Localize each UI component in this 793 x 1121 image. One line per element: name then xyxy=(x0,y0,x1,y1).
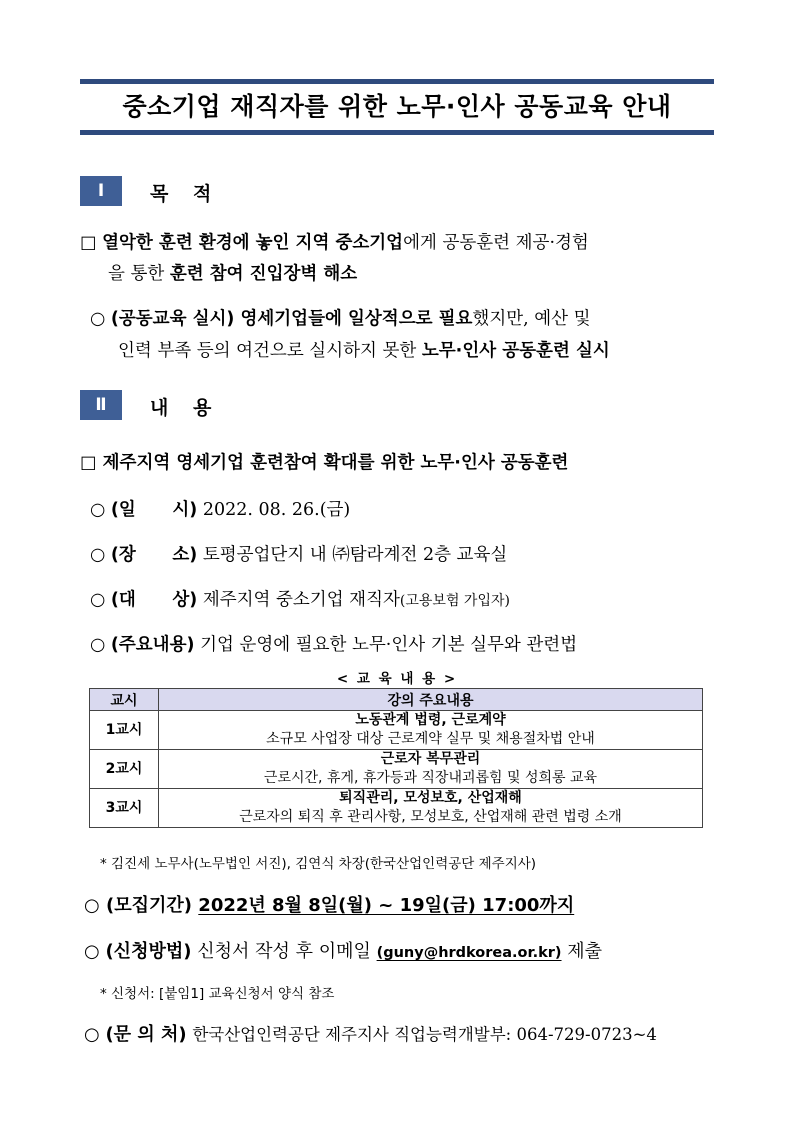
apply-note: * 신청서: [붙임1] 교육신청서 양식 참조 xyxy=(100,986,335,1002)
section2-heading xyxy=(80,449,568,474)
section1-para1 xyxy=(80,226,720,260)
instructor-note: * 김진세 노무사(노무법인 서진), 김연식 차장(한국산업인력공단 제주지사) xyxy=(100,856,537,872)
para1-text1: 에게 공동훈련 제공·경험 xyxy=(403,233,589,253)
contact xyxy=(84,1020,657,1046)
table-header-period: 교시 xyxy=(90,689,159,711)
item-target-note: (고용보험 가입자) xyxy=(399,593,510,609)
item-target-value: 제주지역 중소기업 재직자 xyxy=(202,590,400,610)
item-target xyxy=(90,586,510,611)
apply-text2: 제출 xyxy=(567,941,603,962)
circle-marker: ○ xyxy=(84,895,100,916)
section1-title: 목 적 xyxy=(150,183,221,205)
table-row xyxy=(90,750,703,789)
circle-marker: ○ xyxy=(90,590,106,610)
row-period: 2교시 xyxy=(90,750,159,789)
item-place-value: 토평공업단지 내 ㈜탐라계전 2층 교육실 xyxy=(202,545,508,565)
row-desc: 근로자의 퇴직 후 관리사항, 모성보호, 산업재해 관련 법령 소개 xyxy=(239,809,622,825)
apply-email-link[interactable]: (guny@hrdkorea.or.kr) xyxy=(376,945,562,961)
apply-text: 신청서 작성 후 이메일 xyxy=(197,941,371,962)
para2-bold2: 노무·인사 공동훈련 실시 xyxy=(421,341,610,361)
contact-label: (문 의 처) xyxy=(105,1024,187,1045)
table-caption: < 교 육 내 용 > xyxy=(336,671,458,687)
item-date-value: 2022. 08. 26.(금) xyxy=(202,500,351,520)
circle-marker: ○ xyxy=(84,1024,100,1045)
education-table xyxy=(89,688,703,828)
para2-text2: 인력 부족 등의 여건으로 실시하지 못한 xyxy=(118,341,417,361)
section2-heading-text: 제주지역 영세기업 훈련참여 확대를 위한 노무·인사 공동훈련 xyxy=(102,453,569,473)
item-place xyxy=(90,541,507,566)
title-rule-top xyxy=(80,79,714,84)
table-header-row xyxy=(90,689,703,711)
row-desc: 소규모 사업장 대상 근로계약 실무 및 채용절차법 안내 xyxy=(266,731,595,747)
square-marker: □ xyxy=(80,453,97,473)
circle-marker: ○ xyxy=(84,941,100,962)
section1-para2 xyxy=(90,302,720,336)
row-period: 3교시 xyxy=(90,789,159,828)
row-period: 1교시 xyxy=(90,711,159,750)
square-marker: □ xyxy=(80,233,97,253)
item-content-value: 기업 운영에 필요한 노무·인사 기본 실무와 관련법 xyxy=(200,635,578,655)
item-content-label: (주요내용) xyxy=(110,635,195,655)
recruit-value: 2022년 8월 8일(월) ~ 19일(금) 17:00까지 xyxy=(198,895,575,916)
para2-bold1: (공동교육 실시) 영세기업들에 일상적으로 필요 xyxy=(110,309,473,329)
row-title: 노동관계 법령, 근로계약 xyxy=(355,712,506,728)
item-content xyxy=(90,631,577,656)
contact-value: 한국산업인력공단 제주지사 직업능력개발부: 064-729-0723~4 xyxy=(192,1025,657,1044)
item-date xyxy=(90,496,350,521)
page-title: 중소기업 재직자를 위한 노무·인사 공동교육 안내 xyxy=(122,92,672,121)
para1-text2: 을 통한 xyxy=(108,264,165,284)
para2-text1: 했지만, 예산 및 xyxy=(472,309,591,329)
apply-label: (신청방법) xyxy=(105,941,192,962)
table-header-content: 강의 주요내용 xyxy=(159,689,703,711)
title-rule-bottom xyxy=(80,130,714,135)
row-title: 퇴직관리, 모성보호, 산업재해 xyxy=(339,790,522,806)
row-content xyxy=(159,711,703,750)
circle-marker: ○ xyxy=(90,500,106,520)
row-content xyxy=(159,750,703,789)
recruit-label: (모집기간) xyxy=(106,895,193,916)
apply-method xyxy=(84,937,602,963)
row-content xyxy=(159,789,703,828)
circle-marker: ○ xyxy=(90,545,106,565)
item-date-label: (일 시) xyxy=(110,500,198,520)
para1-bold1: 열악한 훈련 환경에 놓인 지역 중소기업 xyxy=(102,233,404,253)
table-row xyxy=(90,789,703,828)
item-target-label: (대 상) xyxy=(110,590,198,610)
table-row xyxy=(90,711,703,750)
row-desc: 근로시간, 휴게, 휴가등과 직장내괴롭힘 및 성희롱 교육 xyxy=(263,770,598,786)
circle-marker: ○ xyxy=(90,309,106,329)
section1-para1-cont xyxy=(108,257,720,291)
circle-marker: ○ xyxy=(90,635,106,655)
item-place-label: (장 소) xyxy=(110,545,198,565)
row-title: 근로자 복무관리 xyxy=(380,751,481,767)
section1-badge: Ⅰ xyxy=(80,176,122,206)
section1-para2-cont xyxy=(118,334,720,368)
para1-bold2: 훈련 참여 진입장벽 해소 xyxy=(169,264,358,284)
recruit-period xyxy=(84,891,574,917)
section2-badge: Ⅱ xyxy=(80,390,122,420)
section2-title: 내 용 xyxy=(150,397,221,419)
